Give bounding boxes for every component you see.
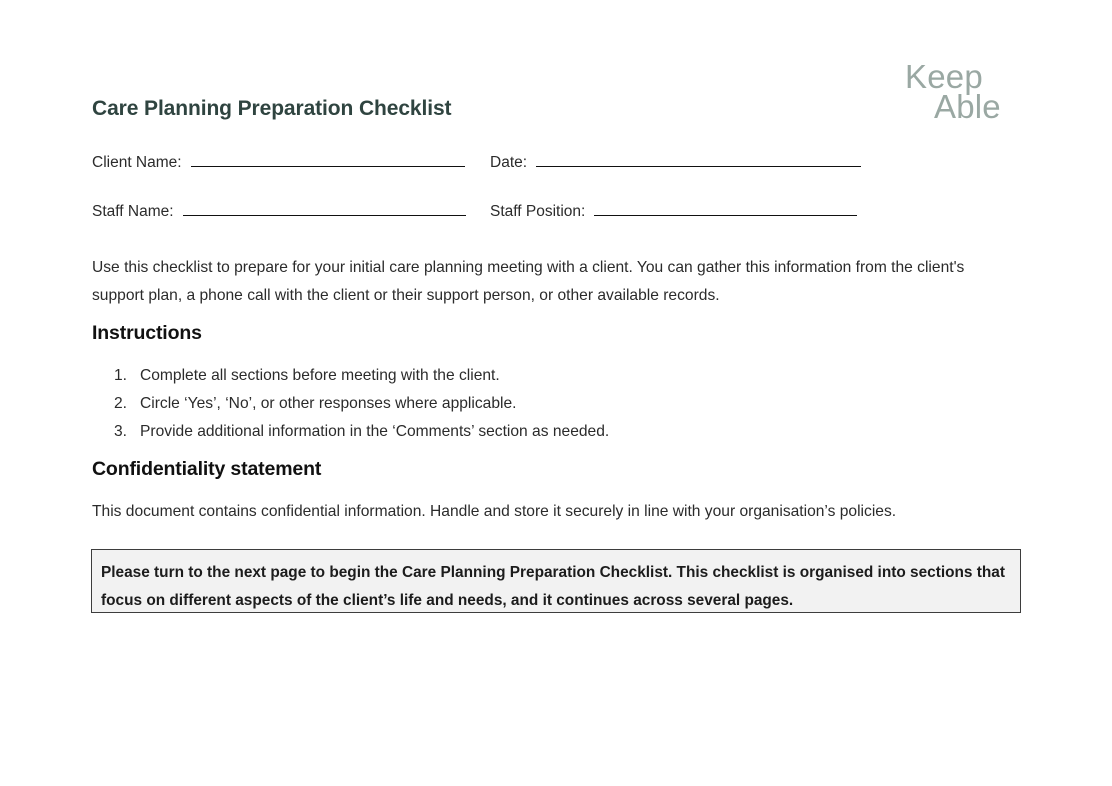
form-row-first [92,147,1022,169]
instructions-list [92,362,792,446]
list-item [92,390,792,418]
list-item-number: 2. [114,395,128,412]
list-item-label: Complete all sections before meeting with the client. [140,367,500,384]
field-staff-name[interactable] [92,196,466,218]
confidentiality-heading: Confidentiality statement [92,458,322,480]
page-title: Care Planning Preparation Checklist [92,97,452,120]
field-label-staff-name: Staff Name: [92,203,174,220]
field-rule-client-name[interactable] [191,147,465,167]
confidentiality-paragraph: This document contains confidential information. Handle and store it securely in line with your organisation’s policies. [92,503,897,520]
list-item-label: Provide additional information in the ‘Comments’ section as needed. [140,423,610,440]
intro-paragraph: Use this checklist to prepare for your initial care planning meeting with a client. You can gather this information from the client's support plan, a phone call with the client or their support person, or other available records. [92,259,965,304]
field-client-name[interactable] [92,147,465,169]
field-label-client-name: Client Name: [92,154,182,171]
instructions-heading: Instructions [92,322,202,344]
keep-able-logo [905,58,1035,126]
field-label-date: Date: [490,154,528,171]
logo-line-able: Able [934,88,1001,126]
field-rule-date[interactable] [536,147,861,167]
callout-text: Please turn to the next page to begin the Care Planning Preparation Checklist. This checklist is organised into sections that focus on different aspects of the client’s life and needs, and it continues across several pages. [101,564,1005,609]
list-item [92,362,792,390]
form-row-second [92,196,1022,218]
list-item-number: 3. [114,423,128,440]
list-item [92,418,792,446]
next-page-callout [91,549,1021,613]
field-label-staff-position: Staff Position: [490,203,586,220]
field-rule-staff-position[interactable] [594,196,857,216]
field-rule-staff-name[interactable] [183,196,466,216]
field-staff-position[interactable] [490,196,857,218]
list-item-number: 1. [114,367,128,384]
field-date[interactable] [490,147,861,169]
logo-line-keep: Keep [905,58,983,95]
list-item-label: Circle ‘Yes’, ‘No’, or other responses where applicable. [140,395,517,412]
